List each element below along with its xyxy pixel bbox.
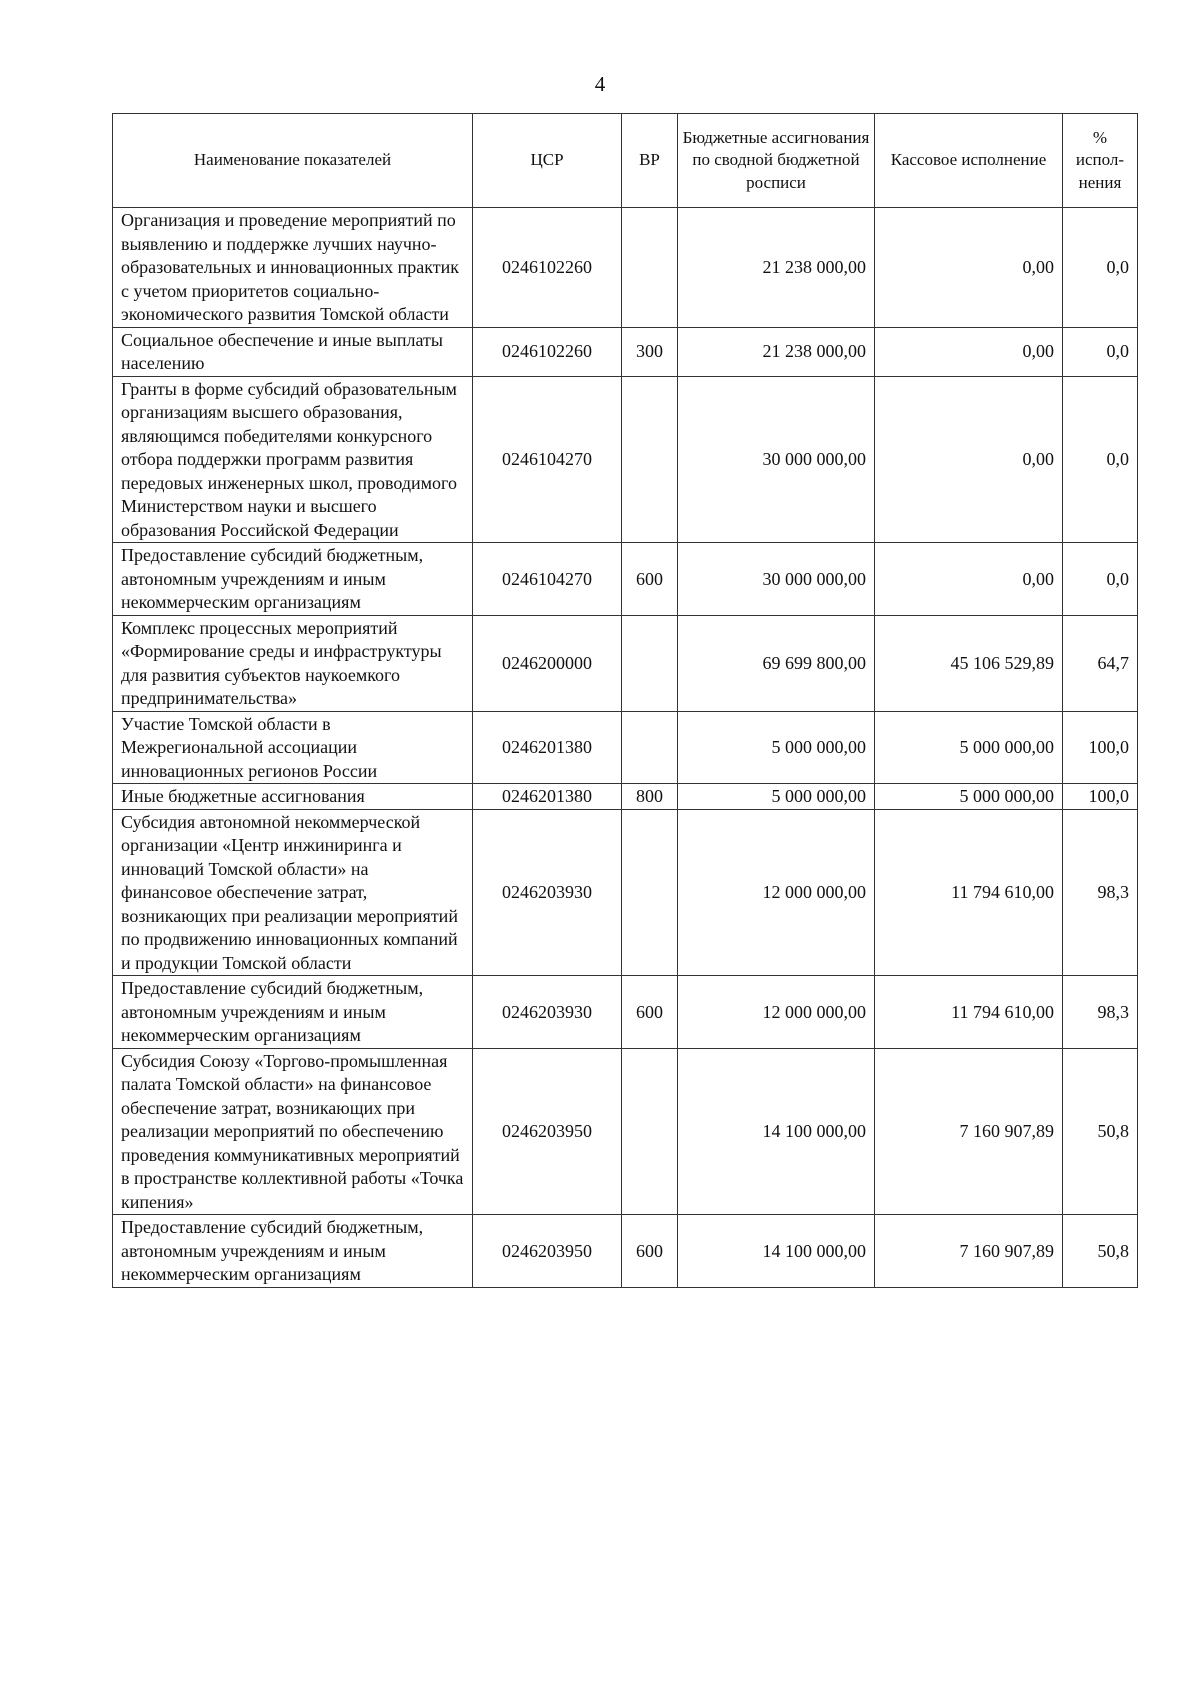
cell-cash: 7 160 907,89 [875, 1215, 1063, 1288]
header-percent: % испол-нения [1063, 114, 1138, 208]
cell-percent: 0,0 [1063, 376, 1138, 543]
cell-budget: 14 100 000,00 [678, 1215, 875, 1288]
cell-cash: 0,00 [875, 327, 1063, 376]
cell-csr: 0246201380 [473, 711, 622, 784]
page-number: 4 [594, 72, 606, 96]
cell-vr: 600 [622, 543, 678, 616]
cell-csr: 0246203930 [473, 809, 622, 976]
cell-vr [622, 376, 678, 543]
cell-budget: 21 238 000,00 [678, 208, 875, 328]
table-row [113, 208, 1138, 328]
cell-csr: 0246104270 [473, 376, 622, 543]
cell-vr [622, 615, 678, 711]
cell-budget: 5 000 000,00 [678, 711, 875, 784]
cell-cash: 5 000 000,00 [875, 784, 1063, 810]
cell-percent: 0,0 [1063, 327, 1138, 376]
table-row [113, 976, 1138, 1049]
table-row [113, 327, 1138, 376]
cell-percent: 50,8 [1063, 1048, 1138, 1215]
cell-name: Социальное обеспечение и иные выплаты населению [113, 327, 473, 376]
header-name: Наименование показателей [113, 114, 473, 208]
table-row [113, 615, 1138, 711]
cell-percent: 50,8 [1063, 1215, 1138, 1288]
cell-vr [622, 809, 678, 976]
table-row [113, 543, 1138, 616]
cell-budget: 30 000 000,00 [678, 376, 875, 543]
cell-budget: 12 000 000,00 [678, 976, 875, 1049]
cell-percent: 98,3 [1063, 976, 1138, 1049]
cell-name: Предоставление субсидий бюджетным, автономным учреждениям и иным некоммерческим организациям [113, 543, 473, 616]
cell-name: Организация и проведение мероприятий по выявлению и поддержке лучших научно-образовательных и инновационных практик с учетом приоритетов социально-экономического развития Томской области [113, 208, 473, 328]
cell-budget: 69 699 800,00 [678, 615, 875, 711]
cell-csr: 0246104270 [473, 543, 622, 616]
cell-percent: 0,0 [1063, 208, 1138, 328]
cell-vr: 800 [622, 784, 678, 810]
cell-cash: 45 106 529,89 [875, 615, 1063, 711]
cell-csr: 0246203950 [473, 1048, 622, 1215]
cell-vr [622, 1048, 678, 1215]
cell-csr: 0246201380 [473, 784, 622, 810]
cell-cash: 11 794 610,00 [875, 976, 1063, 1049]
table-header-row [113, 114, 1138, 208]
cell-cash: 11 794 610,00 [875, 809, 1063, 976]
budget-execution-table [112, 113, 1138, 1288]
cell-name: Субсидия Союзу «Торгово-промышленная палата Томской области» на финансовое обеспечение затрат, возникающих при реализации мероприятий по обеспечению проведения коммуникативных мероприятий в пространстве коллективной работы «Точка кипения» [113, 1048, 473, 1215]
cell-csr: 0246200000 [473, 615, 622, 711]
cell-percent: 98,3 [1063, 809, 1138, 976]
header-cash: Кассовое исполнение [875, 114, 1063, 208]
table-row [113, 1048, 1138, 1215]
table-row [113, 809, 1138, 976]
cell-percent: 100,0 [1063, 784, 1138, 810]
cell-csr: 0246102260 [473, 327, 622, 376]
cell-budget: 21 238 000,00 [678, 327, 875, 376]
cell-vr: 600 [622, 1215, 678, 1288]
cell-budget: 5 000 000,00 [678, 784, 875, 810]
cell-name: Предоставление субсидий бюджетным, автономным учреждениям и иным некоммерческим организациям [113, 1215, 473, 1288]
header-budget: Бюджетные ассигнования по сводной бюджетной росписи [678, 114, 875, 208]
cell-name: Участие Томской области в Межрегиональной ассоциации инновационных регионов России [113, 711, 473, 784]
cell-name: Гранты в форме субсидий образовательным организациям высшего образования, являющимся победителями конкурсного отбора поддержки программ развития передовых инженерных школ, проводимого Министерством науки и высшего образования Российской Федерации [113, 376, 473, 543]
table-row [113, 711, 1138, 784]
cell-budget: 12 000 000,00 [678, 809, 875, 976]
cell-name: Предоставление субсидий бюджетным, автономным учреждениям и иным некоммерческим организациям [113, 976, 473, 1049]
cell-vr [622, 711, 678, 784]
cell-cash: 0,00 [875, 376, 1063, 543]
cell-cash: 0,00 [875, 543, 1063, 616]
cell-cash: 0,00 [875, 208, 1063, 328]
cell-vr [622, 208, 678, 328]
cell-percent: 64,7 [1063, 615, 1138, 711]
cell-budget: 14 100 000,00 [678, 1048, 875, 1215]
cell-csr: 0246203930 [473, 976, 622, 1049]
cell-cash: 5 000 000,00 [875, 711, 1063, 784]
cell-csr: 0246102260 [473, 208, 622, 328]
header-csr: ЦСР [473, 114, 622, 208]
header-vr: ВР [622, 114, 678, 208]
cell-name: Иные бюджетные ассигнования [113, 784, 473, 810]
cell-cash: 7 160 907,89 [875, 1048, 1063, 1215]
cell-name: Комплекс процессных мероприятий «Формирование среды и инфраструктуры для развития субъектов наукоемкого предпринимательства» [113, 615, 473, 711]
table-row [113, 1215, 1138, 1288]
cell-name: Субсидия автономной некоммерческой организации «Центр инжиниринга и инноваций Томской области» на финансовое обеспечение затрат, возникающих при реализации мероприятий по продвижению инновационных компаний и продукции Томской области [113, 809, 473, 976]
cell-vr: 600 [622, 976, 678, 1049]
cell-vr: 300 [622, 327, 678, 376]
table-row [113, 784, 1138, 810]
cell-budget: 30 000 000,00 [678, 543, 875, 616]
cell-percent: 100,0 [1063, 711, 1138, 784]
cell-csr: 0246203950 [473, 1215, 622, 1288]
table-row [113, 376, 1138, 543]
cell-percent: 0,0 [1063, 543, 1138, 616]
